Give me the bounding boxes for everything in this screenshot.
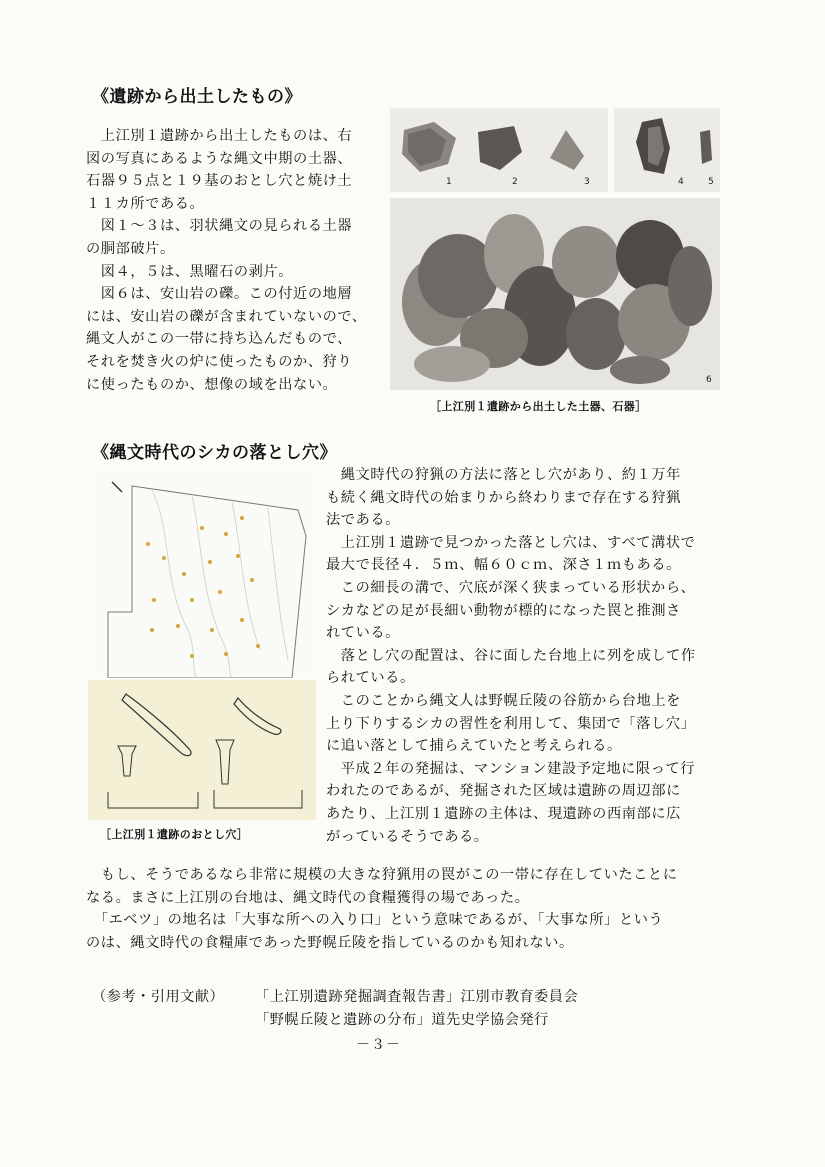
text-line: もし、そうであるなら非常に規模の大きな狩猟用の罠がこの一帯に存在していたことに	[86, 867, 678, 883]
section1-heading: 《遺跡から出土したもの》	[92, 87, 302, 107]
text-line: 石器９５点と１９基のおとし穴と焼け土	[86, 173, 353, 190]
photo-number: 1	[446, 177, 452, 187]
text-line: れている。	[326, 625, 400, 642]
text-line: あたり、上江別１遺跡の主体は、現遺跡の西南部に広	[326, 805, 681, 822]
text-line: われたのであるが、発掘された区域は遺跡の周辺部に	[326, 783, 681, 800]
text-line: なる。まさに上江別の台地は、縄文時代の食糧獲得の場であった。	[86, 889, 530, 906]
text-line: シカなどの足が長細い動物が標的になった罠と推測さ	[326, 602, 681, 619]
text-line: に追い落として捕らえていたと考えられる。	[326, 738, 622, 755]
text-line: この細長の溝で、穴底が深く狭まっている形状から、	[326, 579, 696, 596]
text-line: 上り下りするシカの習性を利用して、集団で「落し穴」	[326, 715, 696, 732]
reference-row	[92, 986, 578, 1009]
text-line: それを焚き火の炉に使ったものか、狩り	[86, 353, 353, 370]
text-line: 図４，５は、黒曜石の剥片。	[86, 263, 294, 280]
section1-paragraph	[86, 125, 367, 396]
text-line: がっているそうである。	[326, 828, 489, 845]
text-line: 縄文人がこの一帯に持ち込んだもので、	[86, 331, 352, 348]
text-line: 図１～３は、羽状縄文の見られる土器	[86, 218, 353, 235]
references-label: （参考・引用文献）	[92, 989, 225, 1005]
text-line: 最大で長径４．５ｍ、幅６０ｃｍ、深さ１ｍもある。	[326, 557, 681, 574]
reference-item: 「上江別遺跡発掘調査報告書」江別市教育委員会	[255, 989, 579, 1005]
text-line: には、安山岩の礫が含まれていないので、	[86, 308, 367, 325]
photo-number: 3	[584, 177, 590, 187]
references	[92, 986, 578, 1032]
section2-heading: 《縄文時代のシカの落とし穴》	[92, 443, 337, 463]
text-line: に使ったものか、想像の域を出ない。	[86, 376, 338, 393]
section1-caption: ［上江別１遺跡から出土した土器、石器］	[430, 400, 647, 413]
text-line: も続く縄文時代の始まりから終わりまで存在する狩猟	[326, 489, 681, 506]
text-line: のは、縄文時代の食糧庫であった野幌丘陵を指しているのかも知れない。	[86, 934, 574, 951]
text-line: 上江別１遺跡から出土したものは、右	[86, 128, 353, 144]
reference-item: 「野幌丘陵と遺跡の分布」道先史学協会発行	[255, 1012, 549, 1028]
section2-paragraph	[326, 464, 696, 848]
text-line: このことから縄文人は野幌丘陵の谷筋から台地上を	[326, 692, 681, 709]
andesite-stones-photo	[390, 198, 720, 390]
text-line: 縄文時代の狩猟の方法に落とし穴があり、約１万年	[326, 467, 681, 483]
photo-number: 4	[678, 177, 684, 187]
pit-trap-drawing	[88, 680, 316, 820]
text-line: 図６は、安山岩の礫。この付近の地層	[86, 286, 353, 303]
text-line: 落とし穴の配置は、谷に面した台地上に列を成して作	[326, 647, 696, 664]
text-line: の胴部破片。	[86, 240, 175, 257]
text-line: られている。	[326, 670, 415, 687]
text-line: 平成２年の発掘は、マンション建設予定地に限って行	[326, 760, 696, 777]
text-line: 上江別１遺跡で見つかった落とし穴は、すべて溝状で	[326, 534, 696, 551]
text-line: 法である。	[326, 512, 400, 529]
text-line: 図の写真にあるような縄文中期の土器、	[86, 150, 353, 167]
section2-caption: ［上江別１遺跡のおとし穴］	[100, 828, 249, 841]
pottery-shards-photo	[390, 108, 608, 192]
page-number: －３－	[356, 1037, 401, 1053]
text-line: １１カ所である。	[86, 195, 205, 212]
closing-paragraph	[86, 864, 678, 954]
obsidian-flakes-photo	[614, 108, 720, 192]
photo-number: 2	[512, 177, 518, 187]
photo-number: 6	[706, 375, 712, 385]
photo-number: 5	[708, 177, 714, 187]
site-map-figure	[92, 470, 314, 678]
reference-row	[92, 1009, 578, 1032]
text-line: 「エベツ」の地名は「大事な所への入り口」という意味であるが、「大事な所」という	[86, 912, 664, 929]
